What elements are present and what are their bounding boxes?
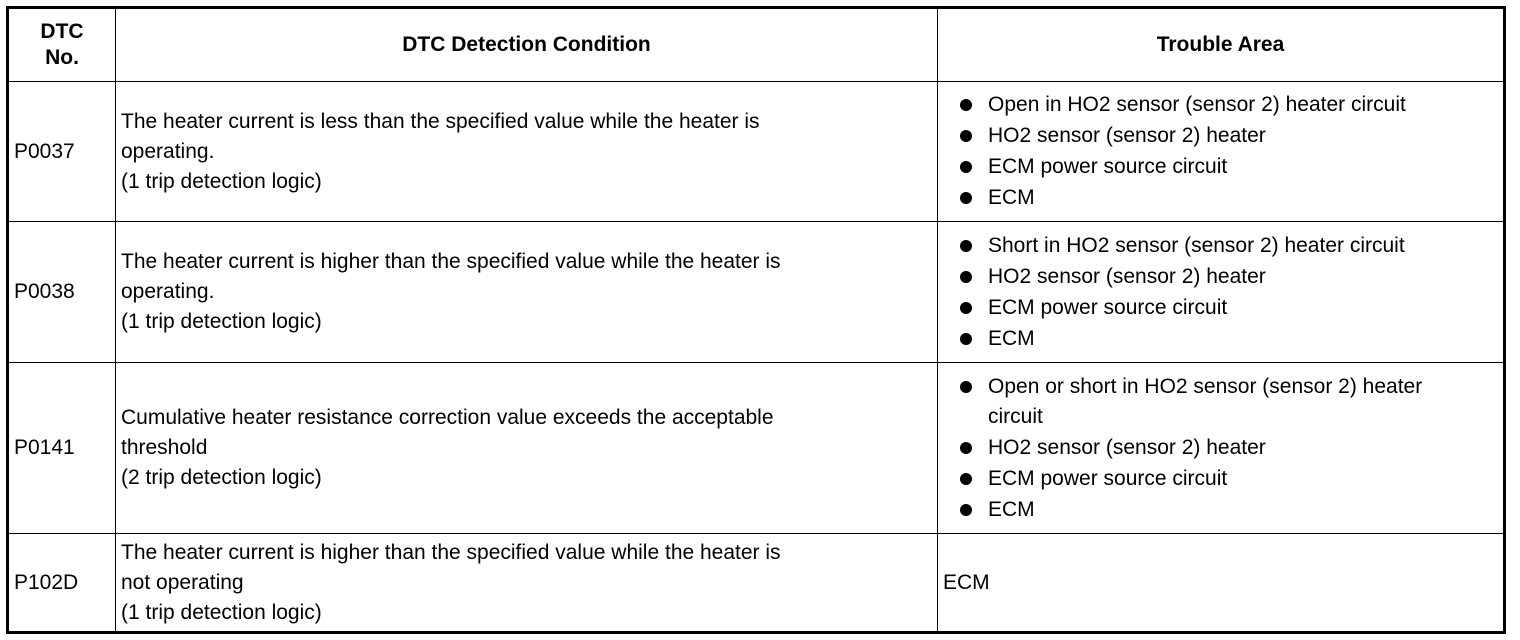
trouble-area-list [956,371,1493,526]
trouble-item-label: ECM power source circuit [988,155,1228,178]
detection-condition [115,363,937,533]
bullet-icon [960,271,972,283]
condition-line: Cumulative heater resistance correction value exceeds the acceptable [121,406,774,429]
condition-line: (2 trip detection logic) [121,466,322,489]
bullet-icon [960,473,972,485]
header-condition: DTC Detection Condition [115,9,937,81]
condition-line: not operating [121,570,244,594]
list-item [956,293,1493,323]
condition-line: The heater current is higher than the specified value while the heater is [121,250,781,273]
trouble-item-label: HO2 sensor (sensor 2) heater [988,435,1266,459]
condition-line: (1 trip detection logic) [121,310,322,333]
detection-condition [115,222,937,362]
bullet-icon [960,302,972,314]
trouble-item-label: ECM power source circuit [988,295,1228,319]
table-row [9,81,1503,221]
trouble-item-label: ECM [988,326,1035,350]
bullet-icon [960,99,972,111]
dtc-table [6,6,1506,634]
dtc-code: P0038 [14,280,75,303]
trouble-item-label: HO2 sensor (sensor 2) heater [988,264,1266,288]
list-item [956,372,1493,432]
trouble-item-label: Open in HO2 sensor (sensor 2) heater circuit [988,93,1406,116]
table-row [9,533,1503,631]
trouble-area: ECM [937,534,1503,631]
trouble-area-list [956,230,1493,355]
bullet-icon [960,192,972,204]
list-item [956,495,1493,525]
table-row [9,221,1503,362]
dtc-code: P0141 [14,436,75,459]
bullet-icon [960,504,972,516]
condition-line: operating. [121,139,215,163]
table-header-row [9,9,1503,81]
list-item [956,90,1493,120]
condition-line: The heater current is less than the specified value while the heater is [121,109,760,133]
header-dtc-no [9,9,115,81]
condition-line: (1 trip detection logic) [121,169,322,193]
list-item [956,231,1493,261]
bullet-icon [960,240,972,252]
list-item [956,183,1493,213]
trouble-item-label: ECM power source circuit [988,466,1228,490]
bullet-icon [960,333,972,345]
condition-line: threshold [121,436,208,459]
list-item [956,324,1493,354]
trouble-item-label: Short in HO2 sensor (sensor 2) heater circuit [988,233,1405,257]
condition-line: operating. [121,280,215,303]
dtc-code: P0037 [14,139,75,163]
trouble-area [937,82,1503,221]
table-row [9,362,1503,533]
dtc-code: P102D [14,570,79,594]
bullet-icon [960,161,972,173]
header-trouble-area: Trouble Area [937,9,1503,81]
detection-condition [115,82,937,221]
list-item [956,121,1493,151]
header-dtc-no-line1: DTC [40,19,84,43]
condition-line: The heater current is higher than the specified value while the heater is [121,540,781,564]
trouble-item-label: HO2 sensor (sensor 2) heater [988,124,1266,147]
trouble-item-label: ECM [988,186,1035,209]
trouble-item-label: Open or short in HO2 sensor (sensor 2) heater circuit [988,374,1423,428]
trouble-area [937,363,1503,533]
list-item [956,464,1493,494]
bullet-icon [960,130,972,142]
trouble-item-label: ECM [988,497,1035,521]
list-item [956,152,1493,182]
trouble-area-list [956,89,1493,214]
header-dtc-no-line2: No. [45,46,79,69]
trouble-area [937,222,1503,362]
condition-line: (1 trip detection logic) [121,600,322,624]
list-item [956,433,1493,463]
list-item [956,262,1493,292]
bullet-icon [960,381,972,393]
detection-condition [115,534,937,631]
bullet-icon [960,442,972,454]
